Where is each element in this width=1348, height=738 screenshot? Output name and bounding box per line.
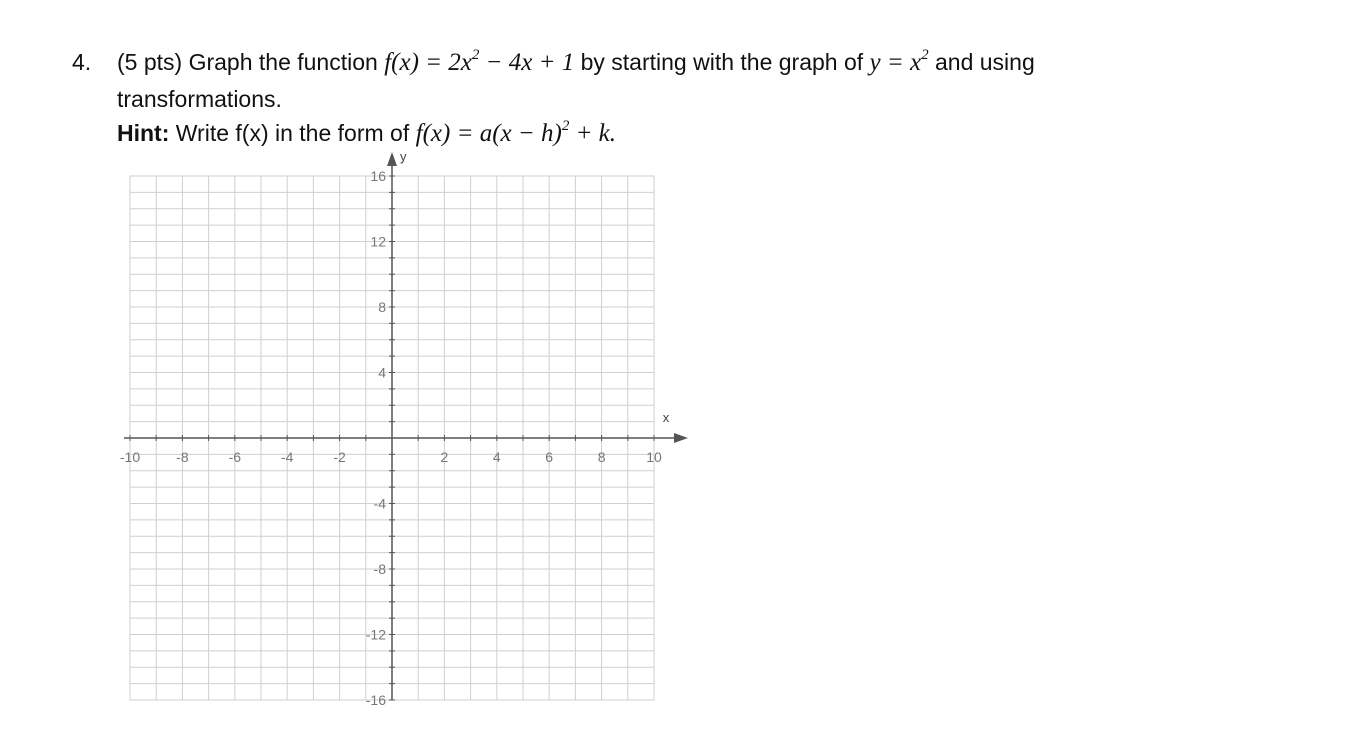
hint-text: Write f(x) in the form of <box>169 120 416 146</box>
y-tick-label: -12 <box>365 626 386 643</box>
x-tick-label: 4 <box>492 449 501 465</box>
statement-line2: transformations. <box>117 86 282 112</box>
x-tick-label: -2 <box>333 449 346 465</box>
x-tick-label: -6 <box>228 449 242 465</box>
vertex-form-rest: + k. <box>569 120 617 147</box>
statement-text: Graph the function <box>182 49 385 75</box>
x-axis-arrow <box>674 433 688 443</box>
x-axis-label: x <box>662 410 670 425</box>
x-tick-label: -8 <box>176 449 189 465</box>
y-axis-label: y <box>400 149 407 164</box>
y-tick-label: 4 <box>378 364 386 381</box>
y-tick-label: 8 <box>378 299 386 315</box>
y-tick-label: -16 <box>365 692 386 708</box>
y-tick-label: -4 <box>373 495 386 512</box>
function-base: f(x) = 2x <box>384 49 472 76</box>
points-label: (5 pts) <box>117 49 183 75</box>
statement-middle: by starting with the graph of <box>574 49 870 75</box>
x-tick-label: -4 <box>280 449 294 465</box>
hint-label: Hint: <box>117 120 170 146</box>
x-tick-label: 6 <box>545 449 554 465</box>
x-tick-label: 2 <box>440 449 449 465</box>
problem-number: 4. <box>72 49 92 75</box>
parent-exponent: 2 <box>921 46 929 63</box>
vertex-form-base: f(x) = a(x − h) <box>415 120 562 147</box>
x-tick-label: 8 <box>597 449 606 465</box>
y-axis-arrow <box>387 152 397 166</box>
x-tick-label: 10 <box>646 449 662 465</box>
function-exponent: 2 <box>471 46 480 63</box>
x-tick-label: -10 <box>119 449 141 465</box>
statement-end: and using <box>928 49 1035 75</box>
function-rest: − 4x + 1 <box>479 49 575 76</box>
parent-base: y = x <box>869 49 922 76</box>
y-tick-label: -8 <box>373 561 386 577</box>
vertex-form-exponent: 2 <box>561 117 570 134</box>
y-tick-label: 12 <box>370 233 386 250</box>
y-tick-label: 16 <box>370 168 386 184</box>
